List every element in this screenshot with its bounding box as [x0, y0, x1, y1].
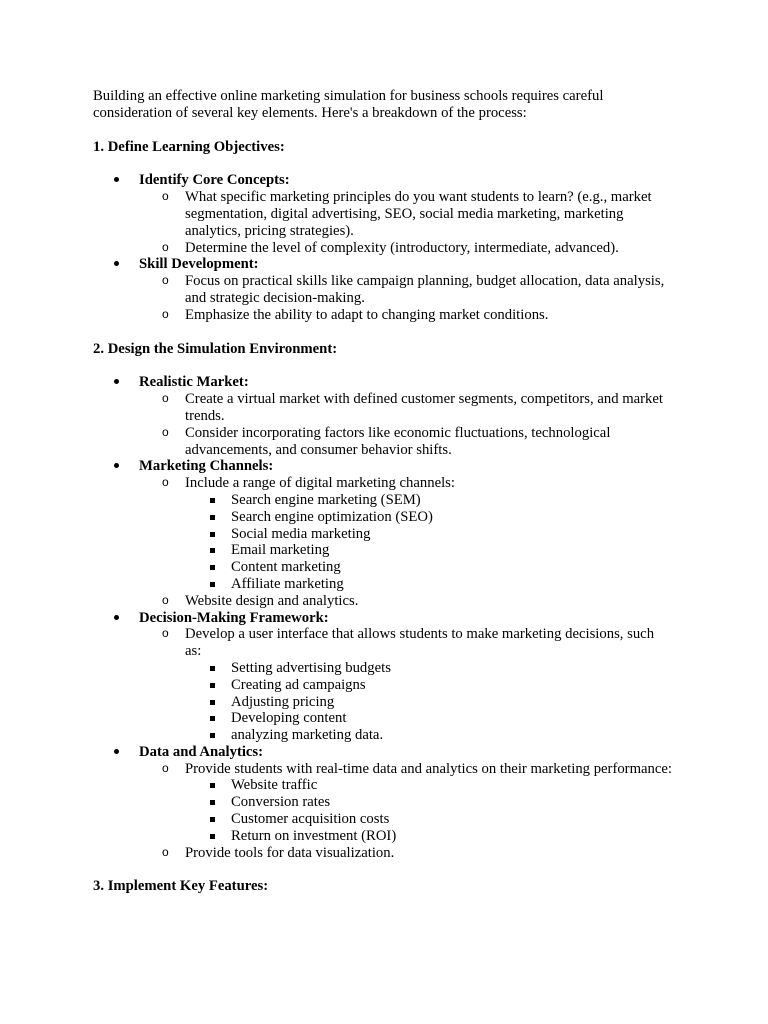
- section-heading: 1. Define Learning Objectives:: [93, 138, 285, 155]
- nested-list-item: [185, 727, 673, 744]
- sub-list: [139, 626, 673, 744]
- circle-bullet-icon: o: [162, 239, 169, 254]
- nested-list-text: Adjusting pricing: [231, 693, 335, 710]
- nested-list-text: Affiliate marketing: [231, 575, 344, 592]
- bullet-dot-icon: [114, 374, 119, 391]
- sub-list: [139, 475, 673, 609]
- nested-list-item: [185, 694, 673, 711]
- list-item-label: Decision-Making Framework:: [139, 609, 329, 626]
- sub-list-item: [139, 425, 673, 459]
- sub-list-item: [139, 307, 673, 324]
- sub-list-text: What specific marketing principles do you want students to learn? (e.g., market segmentation, digital advertising, SEO, social media marketing, marketing analytics, pricing strategies).: [185, 189, 652, 239]
- nested-list-text: Creating ad campaigns: [231, 676, 366, 693]
- sub-list-text: Website design and analytics.: [185, 592, 359, 609]
- list-item: [93, 172, 673, 256]
- nested-list-item: [185, 492, 673, 509]
- nested-list-item: [185, 542, 673, 559]
- bullet-dot-icon: [114, 744, 119, 761]
- intro-paragraph: Building an effective online marketing simulation for business schools requires careful consideration of several key elements. Here's a breakdown of the process:: [93, 88, 604, 121]
- nested-list-text: Search engine marketing (SEM): [231, 491, 421, 508]
- circle-bullet-icon: o: [162, 626, 169, 641]
- nested-list-text: Setting advertising budgets: [231, 659, 391, 676]
- sub-list: [139, 189, 673, 256]
- square-bullet-icon: [210, 733, 215, 738]
- circle-bullet-icon: o: [162, 592, 169, 607]
- sub-list-text: Consider incorporating factors like economic fluctuations, technological advancements, and consumer behavior shifts.: [185, 424, 611, 458]
- sub-list-text: Create a virtual market with defined customer segments, competitors, and market trends.: [185, 391, 664, 424]
- list-item-label: Data and Analytics:: [139, 743, 264, 760]
- nested-list-item: [185, 677, 673, 694]
- circle-bullet-icon: o: [162, 391, 169, 406]
- sub-list-item: [139, 240, 673, 257]
- section: [93, 341, 673, 862]
- square-bullet-icon: [210, 582, 215, 587]
- sub-list: [139, 273, 673, 323]
- square-bullet-icon: [210, 498, 215, 503]
- square-bullet-icon: [210, 716, 215, 721]
- document-body: [93, 88, 673, 912]
- sub-list-item: [139, 593, 673, 610]
- nested-list-item: [185, 777, 673, 794]
- list-item-label: Skill Development:: [139, 256, 259, 273]
- bullet-list: [93, 172, 673, 323]
- nested-list: [185, 777, 673, 844]
- nested-list-item: [185, 794, 673, 811]
- sub-list-item: [139, 189, 673, 239]
- nested-list-item: [185, 811, 673, 828]
- list-item-label: Identify Core Concepts:: [139, 172, 290, 189]
- sub-list-text: Focus on practical skills like campaign planning, budget allocation, data analysis, and strategic decision-making.: [185, 273, 665, 306]
- list-item: [93, 256, 673, 323]
- sub-list-item: [139, 845, 673, 862]
- square-bullet-icon: [210, 800, 215, 805]
- nested-list: [185, 492, 673, 593]
- list-item-label: Marketing Channels:: [139, 458, 274, 475]
- square-bullet-icon: [210, 683, 215, 688]
- sections-container: [93, 139, 673, 896]
- circle-bullet-icon: o: [162, 306, 169, 321]
- nested-list-item: [185, 509, 673, 526]
- nested-list-text: Developing content: [231, 710, 347, 727]
- circle-bullet-icon: o: [162, 844, 169, 859]
- circle-bullet-icon: o: [162, 273, 169, 288]
- nested-list: [185, 660, 673, 744]
- list-item: [93, 610, 673, 744]
- square-bullet-icon: [210, 565, 215, 570]
- nested-list-item: [185, 526, 673, 543]
- list-item: [93, 374, 673, 458]
- section: [93, 878, 673, 895]
- nested-list-item: [185, 576, 673, 593]
- sub-list-text: Include a range of digital marketing channels:: [185, 475, 455, 492]
- nested-list-text: analyzing marketing data.: [231, 727, 384, 744]
- square-bullet-icon: [210, 700, 215, 705]
- sub-list-item: [139, 391, 673, 425]
- bullet-list: [93, 374, 673, 861]
- section-heading: 2. Design the Simulation Environment:: [93, 340, 338, 357]
- nested-list-text: Search engine optimization (SEO): [231, 508, 433, 525]
- square-bullet-icon: [210, 783, 215, 788]
- circle-bullet-icon: o: [162, 760, 169, 775]
- section-heading: 3. Implement Key Features:: [93, 878, 269, 895]
- sub-list-text: Provide tools for data visualization.: [185, 844, 395, 861]
- nested-list-text: Return on investment (ROI): [231, 827, 397, 844]
- sub-list-text: Develop a user interface that allows students to make marketing decisions, such as:: [185, 626, 655, 660]
- bullet-dot-icon: [114, 610, 119, 627]
- nested-list-text: Social media marketing: [231, 525, 371, 542]
- bullet-dot-icon: [114, 172, 119, 189]
- square-bullet-icon: [210, 834, 215, 839]
- sub-list: [139, 761, 673, 862]
- nested-list-text: Conversion rates: [231, 794, 331, 811]
- square-bullet-icon: [210, 548, 215, 553]
- circle-bullet-icon: o: [162, 189, 169, 204]
- circle-bullet-icon: o: [162, 475, 169, 490]
- nested-list-item: [185, 660, 673, 677]
- section: [93, 139, 673, 324]
- nested-list-text: Email marketing: [231, 542, 330, 559]
- list-item: [93, 744, 673, 862]
- nested-list-item: [185, 828, 673, 845]
- sub-list-item: [139, 273, 673, 307]
- nested-list-text: Website traffic: [231, 777, 318, 794]
- sub-list-item: [139, 626, 673, 744]
- square-bullet-icon: [210, 515, 215, 520]
- square-bullet-icon: [210, 817, 215, 822]
- circle-bullet-icon: o: [162, 424, 169, 439]
- sub-list-item: [139, 761, 673, 845]
- nested-list-text: Customer acquisition costs: [231, 811, 390, 828]
- sub-list-text: Provide students with real-time data and analytics on their marketing performance:: [185, 760, 672, 777]
- sub-list: [139, 391, 673, 458]
- bullet-dot-icon: [114, 256, 119, 273]
- list-item: [93, 458, 673, 609]
- nested-list-item: [185, 559, 673, 576]
- sub-list-text: Determine the level of complexity (introductory, intermediate, advanced).: [185, 239, 619, 256]
- bullet-dot-icon: [114, 458, 119, 475]
- sub-list-item: [139, 475, 673, 593]
- nested-list-text: Content marketing: [231, 559, 341, 576]
- square-bullet-icon: [210, 532, 215, 537]
- sub-list-text: Emphasize the ability to adapt to changing market conditions.: [185, 306, 549, 323]
- nested-list-item: [185, 710, 673, 727]
- list-item-label: Realistic Market:: [139, 374, 249, 391]
- square-bullet-icon: [210, 666, 215, 671]
